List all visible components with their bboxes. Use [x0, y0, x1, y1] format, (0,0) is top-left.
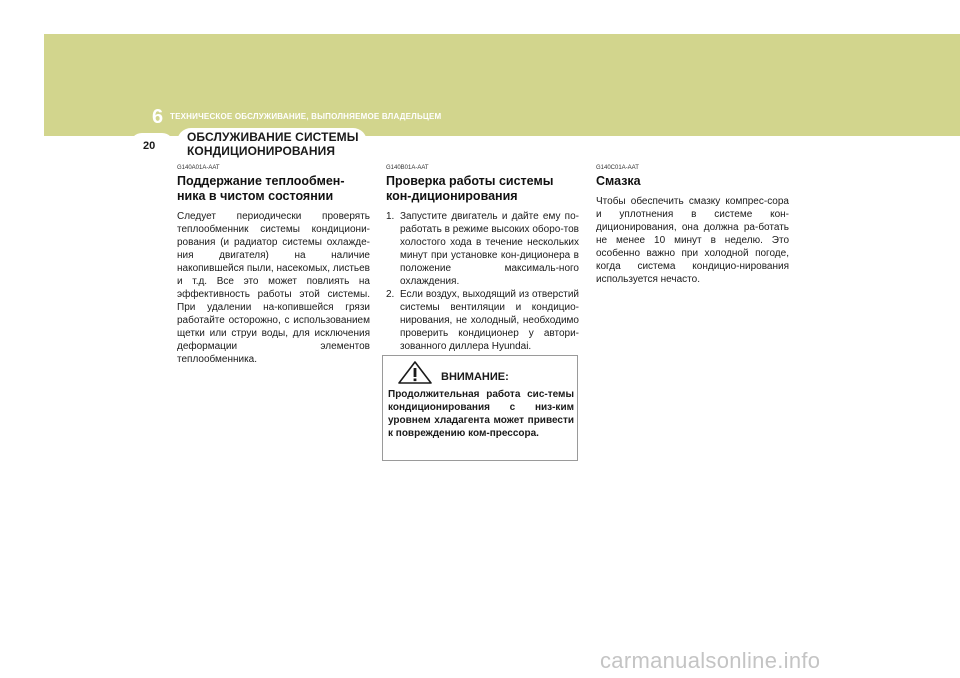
- list-item-number: 1.: [386, 211, 395, 222]
- section-code: G140C01A-AAT: [596, 165, 639, 171]
- section-heading: Проверка работы системы кон-диционирования: [386, 174, 554, 203]
- chapter-title: ТЕХНИЧЕСКОЕ ОБСЛУЖИВАНИЕ, ВЫПОЛНЯЕМОЕ ВЛАДЕЛЬЦЕМ: [170, 112, 442, 121]
- column-heat-exchanger: [177, 164, 370, 366]
- list-item-number: 2.: [386, 289, 395, 300]
- section-body: Следует периодически проверять теплообменник системы кондициони-рования (и радиатор системы охлажде-ния двигателя) на наличие накопившейся пыли, насекомых, листьев и т.д. Все это может повлиять на эффективность работы этой системы. При удалении на-копившейся грязи работайте осторожно, с использованием щетки или струи воды, для исключения деформации элементов теплообменника.: [177, 211, 370, 365]
- list-item-text: Если воздух, выходящий из отверстий системы вентиляции и кондицио-нирования, не холодный, необходимо проверить кондиционер у автори-зованного диллера Hyundai.: [400, 289, 579, 352]
- warning-triangle-icon: [397, 360, 433, 384]
- chapter-number: 6: [152, 106, 164, 128]
- section-code: G140B01A-AAT: [386, 165, 429, 171]
- section-heading: Смазка: [596, 174, 641, 188]
- section-title-line1: ОБСЛУЖИВАНИЕ СИСТЕМЫ: [187, 130, 359, 144]
- section-body: Чтобы обеспечить смазку компрес-сора и уплотнения в системе кон-диционирования, она должна ра-ботать не менее 10 минут в неделю. Это особенно важно при холодной погоде, когда система кондицио-нирования используется нечасто.: [596, 196, 789, 285]
- warning-text: Продолжительная работа сис-темы кондиционирования с низ-ким уровнем хладагента может привести к повреждению ком-прессора.: [388, 389, 574, 439]
- column-lubrication: [596, 164, 789, 286]
- section-code: G140A01A-AAT: [177, 165, 220, 171]
- section-title: [187, 130, 359, 158]
- list-item: [386, 288, 579, 353]
- step-list: [386, 210, 579, 353]
- section-heading: Поддержание теплообмен-ника в чистом состоянии: [177, 174, 345, 203]
- warning-title: ВНИМАНИЕ:: [441, 371, 509, 383]
- page-number: 20: [143, 140, 156, 152]
- list-item-text: Запустите двигатель и дайте ему по-работать в режиме высоких оборо-тов холостого хода в течение нескольких минут при установке кон-диционера в положение максималь-ного охлаждения.: [400, 211, 579, 287]
- warning-box: [382, 355, 578, 461]
- watermark: carmanualsonline.info: [600, 648, 821, 673]
- column-ac-check: [386, 164, 579, 353]
- list-item: [386, 210, 579, 288]
- section-title-line2: КОНДИЦИОНИРОВАНИЯ: [187, 144, 336, 158]
